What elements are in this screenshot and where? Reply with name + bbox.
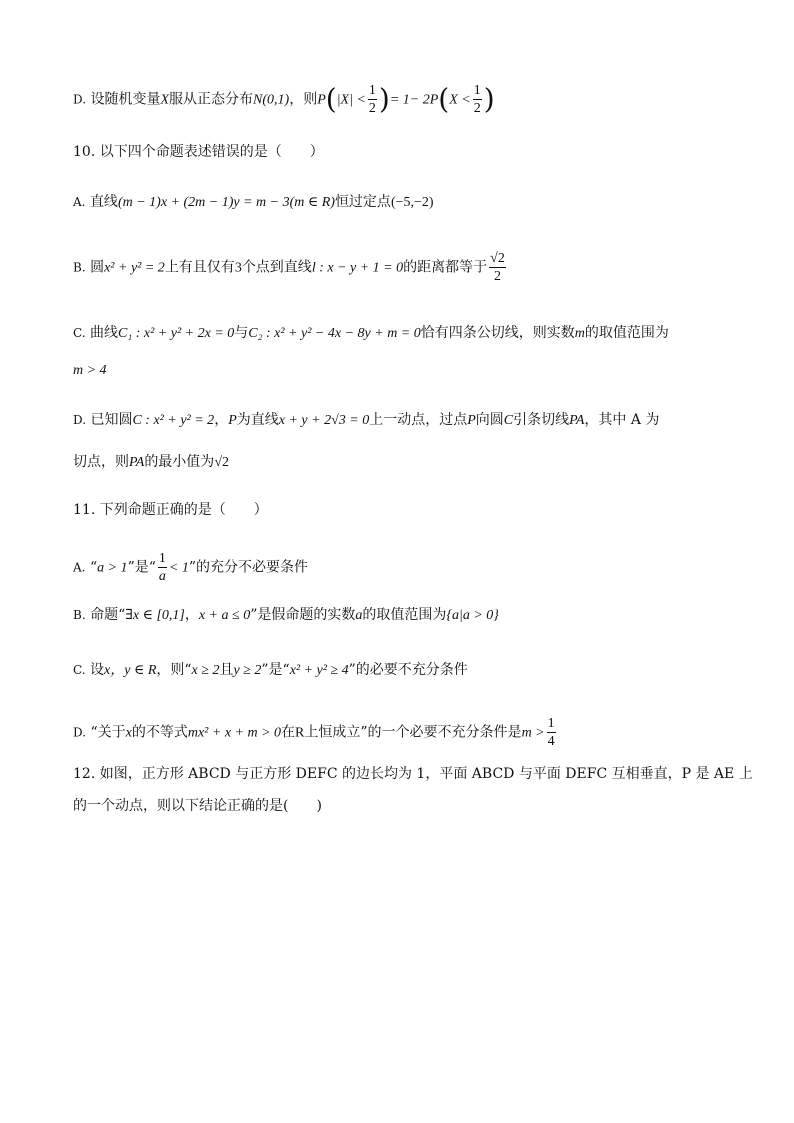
paren: (: [325, 82, 337, 116]
fraction: [158, 550, 167, 585]
math: P: [467, 413, 476, 428]
math: l : x − y + 1 = 0: [311, 260, 404, 276]
text: 个点到直线: [241, 259, 312, 276]
text: 在: [281, 724, 296, 741]
text: 上有且仅有: [164, 259, 235, 276]
text: ，其中 A 为: [584, 412, 660, 428]
math: m >: [521, 725, 545, 741]
math: x² + y² ≥ 4: [289, 663, 349, 678]
text: ，: [214, 412, 229, 428]
q10-option-d-cont: [73, 452, 754, 473]
math: PA: [129, 455, 145, 470]
text: “关于: [90, 724, 126, 741]
math: a > 1: [97, 560, 128, 576]
text: 且: [219, 662, 234, 678]
option-label: B.: [73, 260, 86, 275]
q10-option-a: [73, 192, 754, 213]
text: ”是“: [261, 662, 290, 678]
text: ”的必要不充分条件: [348, 662, 468, 678]
math: x² + y² = 2: [104, 260, 165, 276]
numerator: 1: [158, 551, 166, 566]
math: {a|a > 0}: [446, 608, 499, 623]
q10-option-b: [73, 250, 754, 285]
fraction: [368, 82, 377, 117]
paren: (: [438, 82, 450, 116]
text: 切点，则: [73, 454, 129, 470]
option-label: C.: [73, 663, 86, 677]
option-label: D.: [73, 413, 87, 427]
numerator: 1: [368, 83, 376, 98]
text: 圆: [90, 259, 105, 276]
math: x + y + 2√3 = 0: [278, 413, 370, 428]
text: ”的充分不必要条件: [188, 559, 309, 576]
text: 命题“: [90, 607, 126, 623]
text: “: [89, 559, 98, 576]
q11-option-c: [73, 660, 754, 681]
math: (m − 1)x + (2m − 1)y = m − 3(m ∈ R): [117, 195, 335, 210]
q10-option-c: [73, 323, 754, 344]
math: < 1: [168, 560, 189, 576]
fraction: [473, 82, 482, 117]
text: 恰有四条公切线，则实数: [420, 325, 575, 341]
q10-stem: 10. 以下四个命题表述错误的是（ ）: [73, 144, 324, 160]
math: = 1− 2P: [389, 92, 439, 108]
text: 上恒成立”的一个必要不充分条件是: [304, 724, 522, 741]
math: C₁ : x² + y² + 2x = 0: [118, 326, 235, 341]
q11-option-d: [73, 715, 754, 750]
q12-line1: 12. 如图，正方形 ABCD 与正方形 DEFC 的边长均为 1，平面 ABCD 与平面 DEFC 互相垂直，P 是 AE 上: [73, 766, 753, 782]
math: P: [228, 413, 237, 428]
math: R: [295, 725, 305, 741]
text: 曲线: [90, 325, 119, 341]
q11-stem: 11. 下列命题正确的是（ ）: [73, 502, 268, 518]
text: 与: [234, 325, 249, 341]
fraction: [489, 250, 506, 285]
denominator: 2: [473, 101, 481, 116]
q12-line2: 的一个动点，则以下结论正确的是( ): [73, 798, 322, 814]
text: ”是“: [127, 559, 156, 576]
math: x ≥ 2: [191, 663, 220, 678]
text: ，则: [289, 91, 318, 108]
math: N(0,1): [253, 92, 290, 108]
math: X: [160, 92, 170, 108]
math: ∃x ∈ [0,1]: [125, 608, 185, 623]
math: x + a ≤ 0: [198, 608, 251, 623]
denominator: 2: [493, 269, 501, 284]
option-label: B.: [73, 608, 86, 622]
math: P: [317, 92, 326, 108]
math: |X| <: [336, 92, 366, 108]
math: a: [355, 608, 363, 623]
math: x: [125, 725, 132, 741]
text: ，: [184, 607, 199, 623]
math: PA: [569, 413, 585, 428]
math: y ≥ 2: [233, 663, 262, 678]
q9-option-d: [73, 82, 754, 117]
text: 直线: [89, 194, 118, 210]
q11-option-b: [73, 605, 754, 626]
text: 上一动点，过点: [369, 412, 468, 428]
numerator: 1: [473, 83, 481, 98]
text: 恒过定点: [334, 194, 391, 210]
q10-option-c-answer: [73, 360, 754, 381]
option-label: A.: [73, 560, 86, 575]
math: √2: [214, 455, 229, 470]
fraction: [547, 715, 556, 750]
math: x，y ∈ R: [104, 663, 157, 678]
text: 的距离都等于: [403, 259, 488, 276]
numerator: √2: [490, 251, 505, 266]
denominator: 4: [547, 734, 555, 749]
text: 为直线: [236, 412, 279, 428]
math: C₂ : x² + y² − 4x − 8y + m = 0: [248, 326, 421, 341]
math: mx² + x + m > 0: [187, 725, 282, 741]
math: C: [503, 413, 514, 428]
text: 已知圆: [90, 412, 133, 428]
option-label: A.: [73, 195, 86, 209]
math: X <: [449, 92, 471, 108]
paren: ): [378, 82, 390, 116]
math: 3: [234, 260, 242, 276]
text: 服从正态分布: [169, 91, 254, 108]
math: C : x² + y² = 2: [132, 413, 215, 428]
text: 的最小值为: [144, 454, 215, 470]
text: ”是假命题的实数: [250, 607, 356, 623]
text: 引条切线: [513, 412, 570, 428]
option-label: D.: [73, 725, 87, 740]
math: m > 4: [73, 363, 107, 378]
math: (−5,−2): [390, 195, 434, 210]
option-label: C.: [73, 326, 86, 340]
text: 的不等式: [131, 724, 188, 741]
paren: ): [483, 82, 495, 116]
text: ，则“: [156, 662, 192, 678]
numerator: 1: [547, 716, 555, 731]
text: 设: [90, 662, 105, 678]
text: 向圆: [475, 412, 504, 428]
q10-option-d: [73, 410, 754, 431]
math: m: [574, 326, 585, 341]
denominator: 2: [368, 101, 376, 116]
q11-option-a: [73, 550, 754, 585]
text: 设随机变量: [90, 91, 161, 108]
text: 的取值范围为: [584, 325, 669, 341]
text: 的取值范围为: [362, 607, 447, 623]
option-label: D.: [73, 92, 87, 107]
denominator: a: [158, 569, 166, 584]
